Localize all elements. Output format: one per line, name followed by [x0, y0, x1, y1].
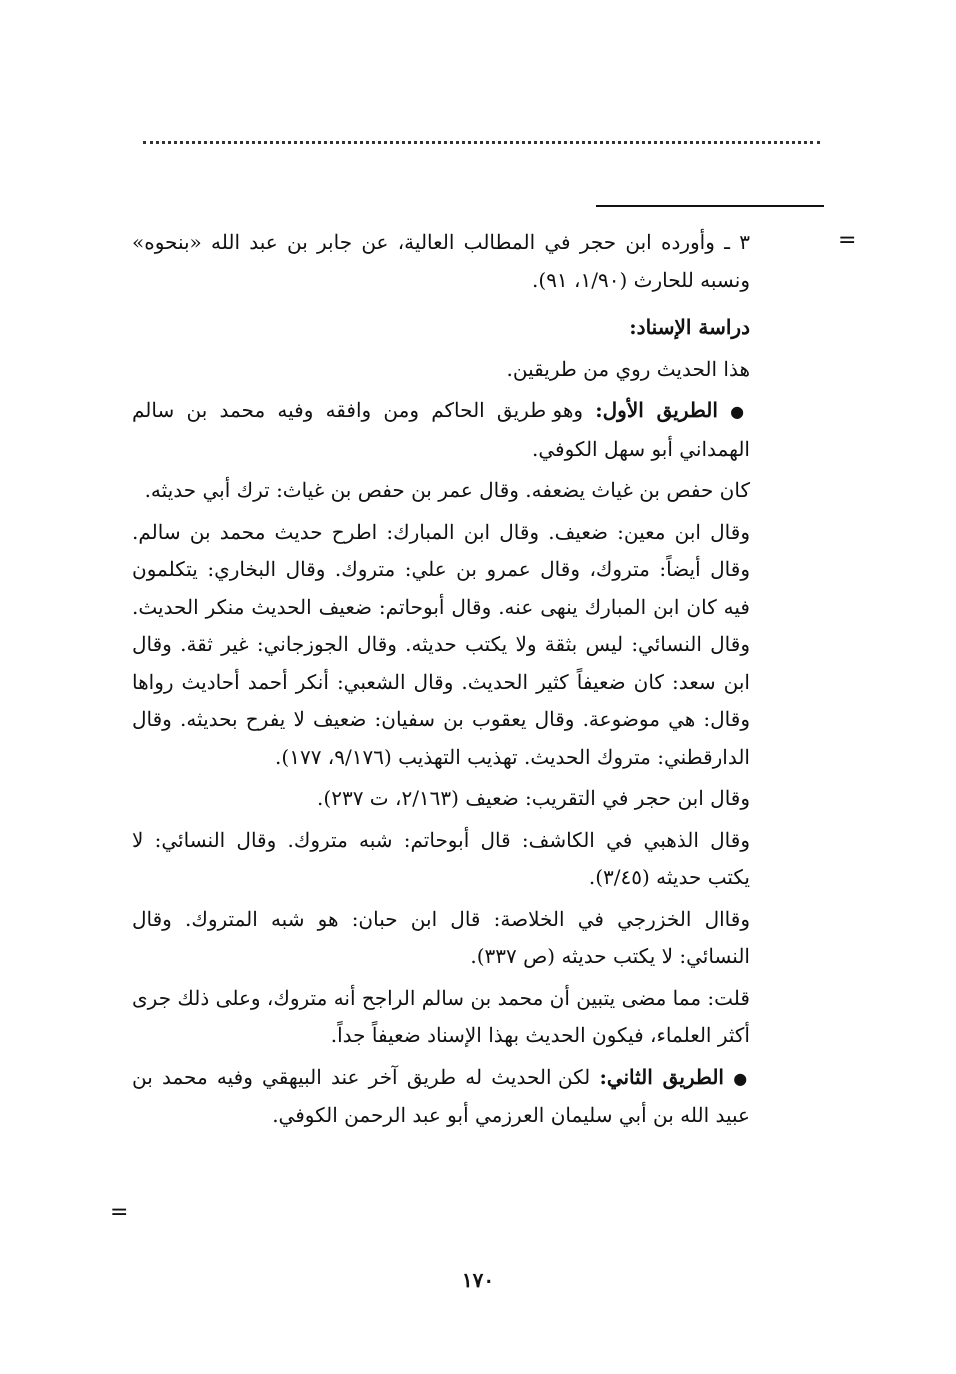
second-path-text: لكن الحديث له طريق آخر عند البيهقي وفيه محمد بن عبيد الله بن أبي سليمان العرزمي أبو عبد الرحمن الكوفي. — [132, 1064, 750, 1127]
critics-paragraph: وقال ابن معين: ضعيف. وقال ابن المبارك: اطرح حديث محمد بن سالم. وقال أيضاً: متروك، وقال عمرو بن علي: متروك. وقال البخاري: يتكلمون فيه كان ابن المبارك ينهى عنه. وقال أبوحاتم: ضعيف الحديث منكر الحديث. وقال النسائي: ليس بثقة ولا يكتب حديثه. وقال الجوزجاني: غير ثقة. وقال ابن سعد: كان ضعيفاً كثير الحديث. وقال الشعبي: أنكر أحمد أحاديث رواها وقال: هي موضوعة. وقال يعقوب بن سفيان: ضعيف لا يفرح بحديثه. وقال الدارقطني: متروك الحديث. تهذيب التهذيب (٩/١٧٦، ١٧٧). — [132, 519, 750, 769]
footnote-rule — [596, 205, 824, 207]
second-path-label: الطريق الثاني: — [599, 1064, 724, 1089]
continuation-mark-top: = — [838, 228, 857, 253]
khulasa-paragraph: وقاال الخزرجي في الخلاصة: قال ابن حبان: هو شبه المتروك. وقال النسائي: لا يكتب حديثه (ص ٣٣٧). — [132, 906, 750, 968]
taqrib-paragraph: وقال ابن حجر في التقريب: ضعيف (٢/١٦٣، ت ٢٣٧). — [317, 786, 750, 810]
intro-paragraph: هذا الحديث روي من طريقين. — [506, 356, 750, 381]
section-heading: دراسة الإسناد: — [629, 315, 750, 339]
dotted-separator — [143, 141, 820, 144]
page-number: ١٧٠ — [461, 1268, 495, 1292]
hafs-paragraph: كان حفص بن غياث يضعفه. وقال عمر بن حفص بن غياث: ترك أبي حديثه. — [144, 478, 750, 502]
kashif-paragraph: وقال الذهبي في الكاشف: قال أبوحاتم: شبه متروك. وقال النسائي: لا يكتب حديثه (٣/٤٥). — [132, 827, 750, 889]
continuation-mark-bottom: = — [110, 1200, 129, 1225]
conclusion-paragraph: قلت: مما مضى يتبين أن محمد بن سالم الراجح أنه متروك، وعلى ذلك جرى أكثر العلماء، فيكون الحديث بهذا الإسناد ضعيفاً جداً. — [132, 985, 750, 1047]
page-body — [132, 224, 750, 1135]
footnote: ٣ ـ وأورده ابن حجر في المطالب العالية، عن جابر بن عبد الله «بنحوه» ونسبه للحارث (١/٩٠، ٩١). — [132, 230, 750, 292]
bullet-icon: ● — [733, 1068, 750, 1088]
first-path-paragraph — [132, 392, 750, 468]
first-path-text: وهو طريق الحاكم ومن وافقه وفيه محمد بن سالم الهمداني أبو سهل الكوفي. — [132, 398, 750, 461]
bullet-icon: ● — [730, 402, 750, 421]
first-path-label: الطريق الأول: — [595, 398, 718, 422]
second-path-paragraph — [132, 1059, 750, 1135]
